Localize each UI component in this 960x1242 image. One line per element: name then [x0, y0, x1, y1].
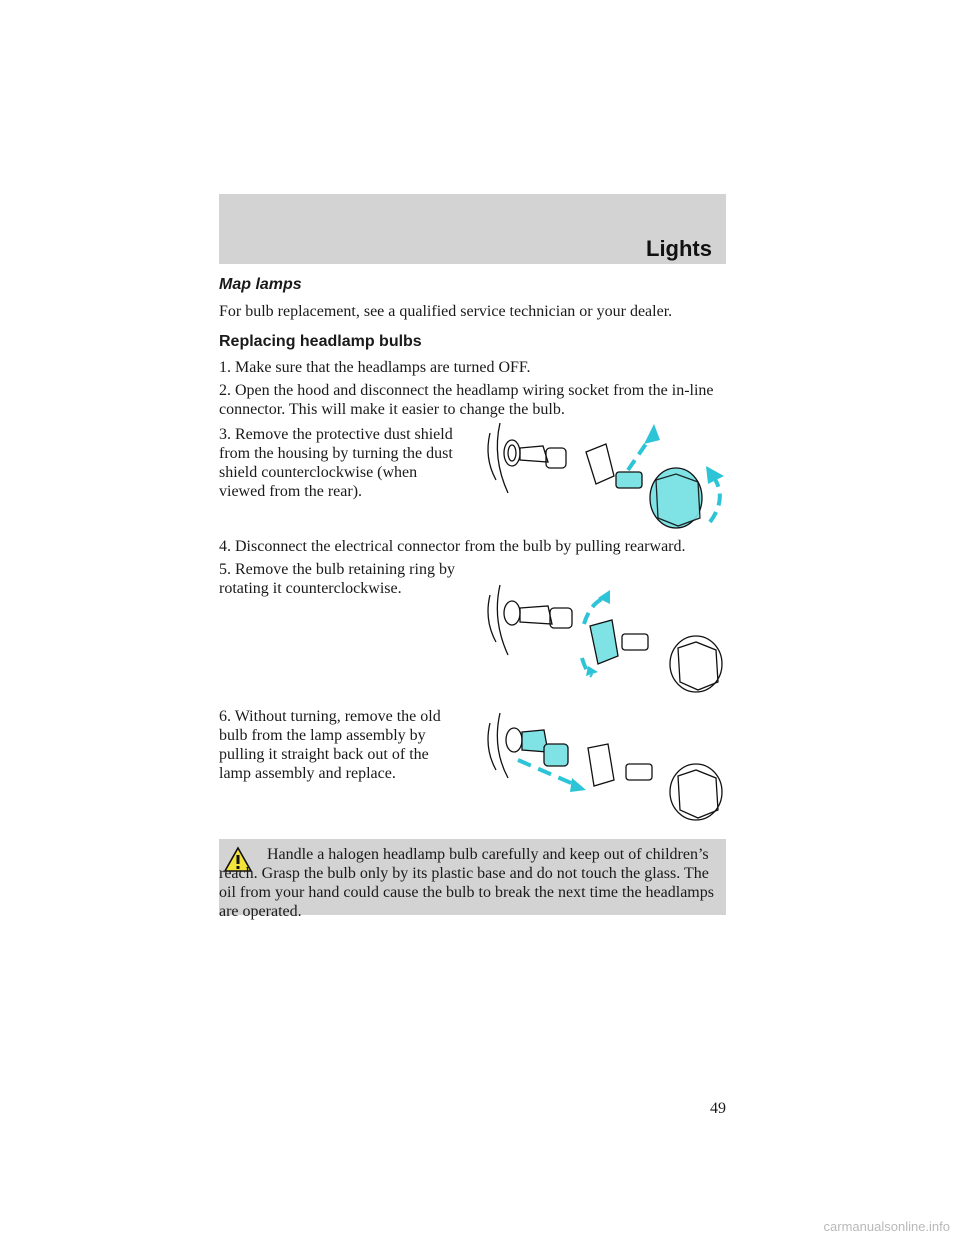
map-lamps-text: For bulb replacement, see a qualified service technician or your dealer. — [219, 303, 673, 320]
retaining-ring-figure — [478, 580, 738, 700]
bulb-removal-figure — [478, 708, 738, 822]
bulb-highlight — [522, 730, 568, 766]
dust-shield-highlight — [650, 468, 702, 528]
step-5: 5. Remove the bulb retaining ring by rotating it counterclockwise. — [219, 561, 455, 597]
step-4: 4. Disconnect the electrical connector from the bulb by pulling rearward. — [219, 538, 686, 555]
dust-shield-figure — [478, 418, 738, 530]
connector-highlight — [616, 472, 642, 488]
step-6: 6. Without turning, remove the old bulb from the lamp assembly by pulling it straight back out of the lamp assembly and replace. — [219, 708, 441, 782]
page-number: 49 — [710, 1100, 726, 1117]
headlamp-heading: Replacing headlamp bulbs — [219, 333, 422, 350]
step-1: 1. Make sure that the headlamps are turned OFF. — [219, 359, 531, 376]
warning-text: Handle a halogen headlamp bulb carefully and keep out of children’s reach. Grasp the bulb only by its plastic base and do not touch the glass. The oil from your hand could cause the bulb to break the next time the headlamps are operated. — [219, 846, 714, 920]
section-title: Lights — [646, 236, 712, 261]
arrow-head-icon — [644, 424, 660, 444]
warning-box — [219, 839, 726, 920]
step-3: 3. Remove the protective dust shield from the housing by turning the dust shield counterclockwise (when viewed from the rear). — [219, 426, 453, 500]
retaining-ring-highlight — [590, 620, 618, 664]
section-header — [219, 194, 726, 264]
map-lamps-heading: Map lamps — [219, 276, 302, 293]
watermark: carmanualsonline.info — [823, 1219, 950, 1234]
step-2: 2. Open the hood and disconnect the headlamp wiring socket from the in-line connector. This will make it easier to change the bulb. — [219, 382, 714, 418]
arrow-head-icon — [570, 778, 586, 792]
